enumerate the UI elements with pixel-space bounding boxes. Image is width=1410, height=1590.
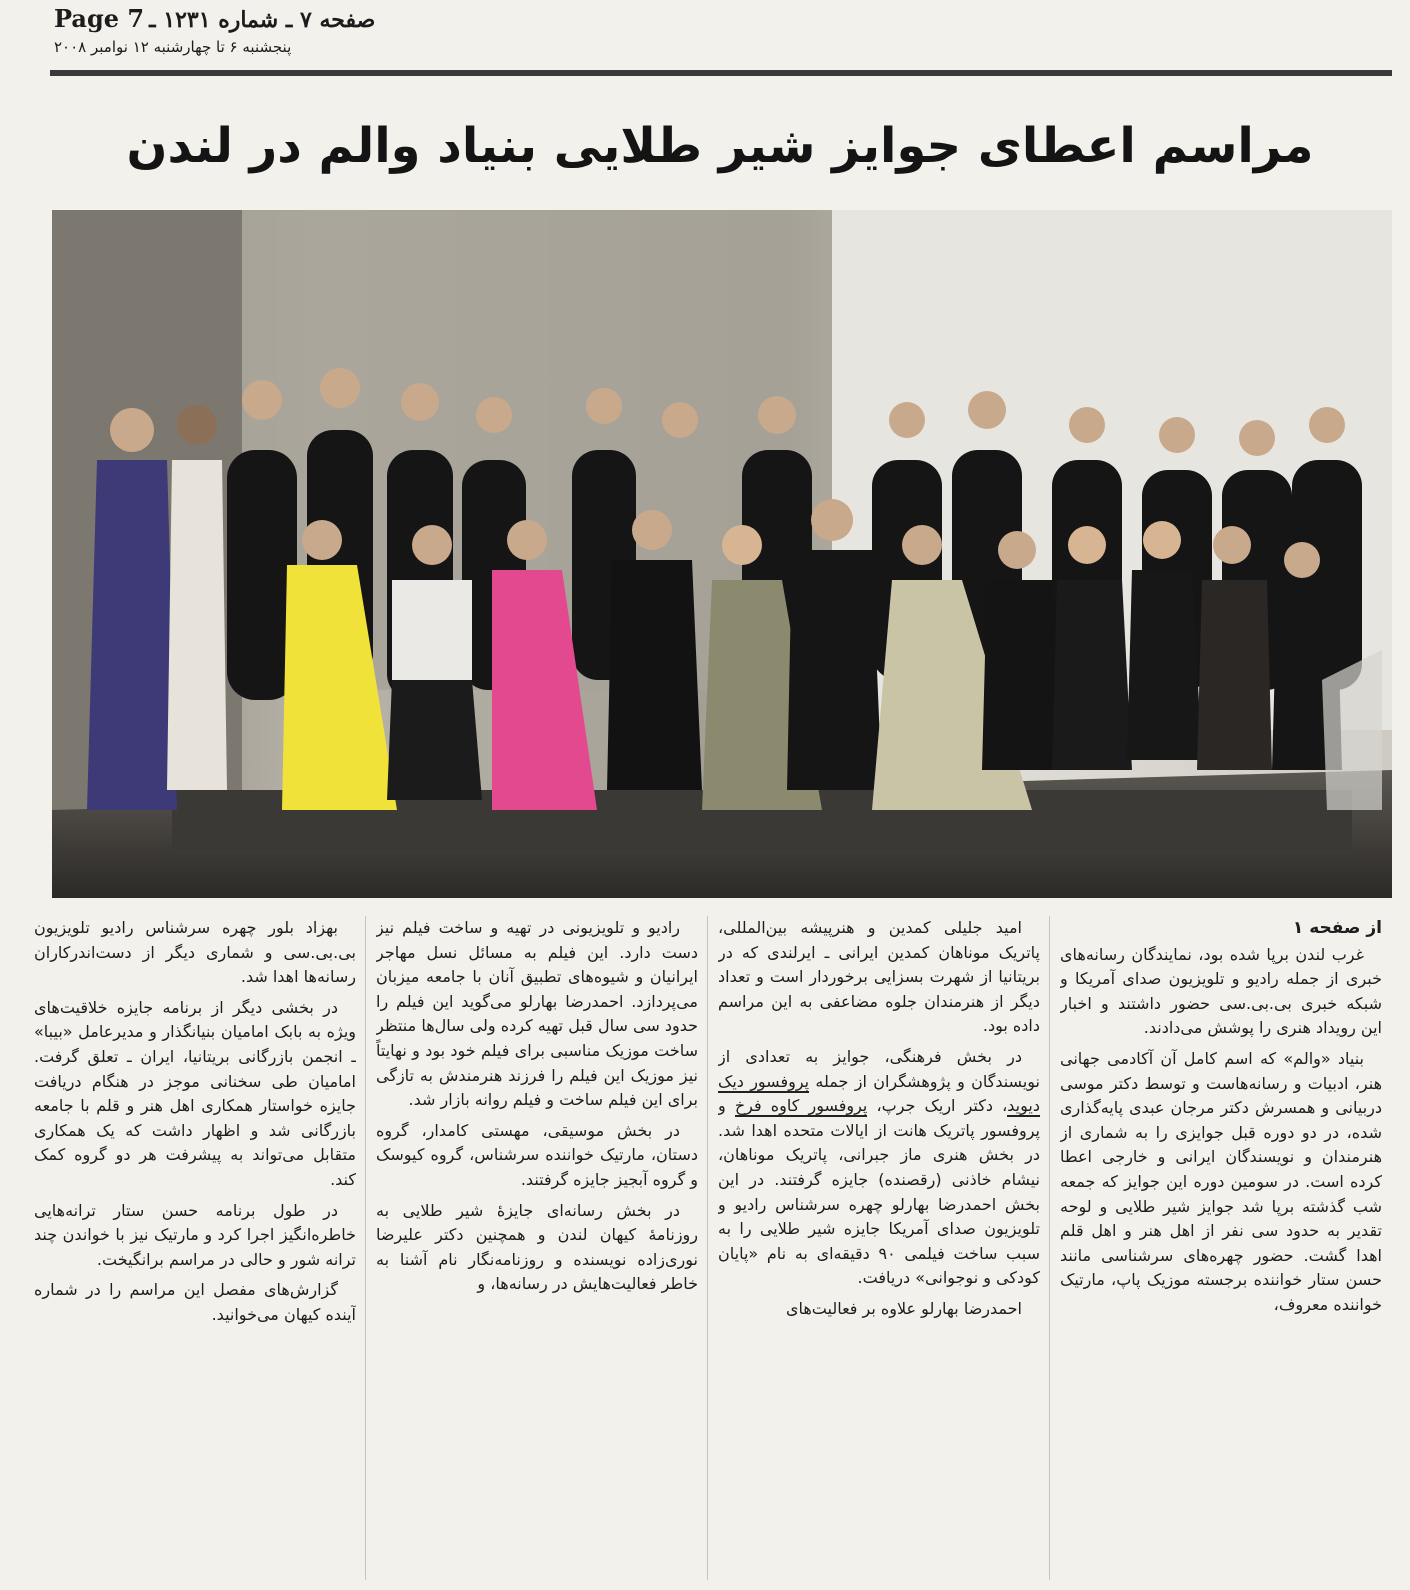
article-column-1	[1060, 916, 1382, 1580]
issue-label: صفحه ۷ ـ شماره ۱۲۳۱ ـ	[149, 7, 376, 33]
text-run: و پروفسور پاتریک هانت از ایالات متحده اهدا شد. در بخش هنری ماز جبرانی، پاتریک موناهان، نیشام خاذنی (رقصنده) جایزه گرفتند. در این بخش احمدرضا بهارلو چهره سرشناس رادیو و تلویزیون صدای آمریکا جایزه شیر طلایی را به سبب ساخت فیلمی ۹۰ دقیقه‌ای به نام «پایان کودکی و نوجوانی» دریافت.	[718, 1096, 1040, 1288]
paragraph: بهزاد بلور چهره سرشناس رادیو تلویزیون بی.بی.سی و شماری دیگر از دست‌اندرکاران رسانه‌ها اهدا شد.	[34, 918, 356, 987]
column-divider	[707, 916, 708, 1580]
paragraph: رادیو و تلویزیونی در تهیه و ساخت فیلم نیز دست دارد. این فیلم به مسائل نسل مهاجر ایرانیان و شیوه‌های تطبیق آنان با جامعه میزبان می‌پردازد. احمدرضا بهارلو می‌گوید این فیلم را حدود سی سال قبل تهیه کرده ولی سال‌ها منتظر ساخت موزیک مناسبی برای فیلم خود بود و نهایتاً نیز موزیک این فیلم را فرزند هنرمندش به تازگی برای این فیلم ساخت و فیلم روانه بازار شد.	[376, 918, 698, 1110]
paragraph: بنیاد «والم» که اسم کامل آن آکادمی جهانی هنر، ادبیات و رسانه‌هاست و توسط دکتر موسی دربیانی و همسرش دکتر مرجان عبدی پایه‌گذاری شده، در دو دوره قبل جوایزی را به شماری از هنرمندان و نویسندگان ایرانی و خارجی اعطا کرده است. در سومین دوره این جوایز که جمعه شب گذشته برپا شد جوایز شیر طلایی و لوحه تقدیر به حدود سی نفر از اهل هنر و اهل قلم اهدا گشت. حضور چهره‌های سرشناسی مانند حسن ستار خواننده برجسته موزیک پاپ، مارتیک خواننده معروف،	[1060, 1048, 1382, 1314]
article-body	[36, 916, 1392, 1580]
issue-date: پنجشنبه ۶ تا چهارشنبه ۱۲ نوامبر ۲۰۰۸	[54, 38, 292, 56]
paragraph: در بخش رسانه‌ای جایزهٔ شیر طلایی به روزنامهٔ کیهان لندن و همچنین دکتر علیرضا نوری‌زاده نویسنده و روزنامه‌نگار نام آشنا به خاطر فعالیت‌هایش در رسانه‌ها، و	[376, 1200, 698, 1294]
group-photo-illustration	[52, 210, 1392, 898]
header-rule	[50, 70, 1392, 76]
article-photo	[52, 210, 1392, 898]
paragraph: در بخشی دیگر از برنامه جایزه خلاقیت‌های ویژه به بابک امامیان بنیانگذار و مدیرعامل «بیبا» ـ انجمن بازرگانی بریتانیا، ایران ـ تعلق گرفت. امامیان طی سخنانی موجز در هنگام دریافت جایزه خواستار همکاری اهل هنر و قلم با جامعه بازرگانی شد و اظهار داشت که یک همکاری متقابل می‌تواند به پیشرفت هر دو گروه کمک کند.	[34, 997, 356, 1189]
page-header	[50, 0, 1390, 78]
column-divider	[1049, 916, 1050, 1580]
paragraph: در طول برنامه حسن ستار ترانه‌هایی خاطره‌انگیز اجرا کرد و مارتیک نیز با خواندن چند ترانه شور و حالی در مراسم برانگیخت.	[34, 1200, 356, 1269]
paragraph: غرب لندن برپا شده بود، نمایندگان رسانه‌های خبری از جمله رادیو و تلویزیون صدای آمریکا و شبکه خبری بی.بی.سی حضور داشتند و اخبار این رویداد هنری را پوشش می‌دادند.	[1060, 944, 1382, 1038]
text-run: در بخش فرهنگی، جوایز به تعدادی از نویسندگان و پژوهشگران از جمله	[718, 1046, 1040, 1091]
underlined-name: پروفسور دیک دیوید	[718, 1071, 1040, 1116]
article-column-3	[376, 916, 698, 1580]
paragraph: در بخش موسیقی، مهستی کامدار، گروه دستان، مارتیک خواننده سرشناس، گروه کیوسک و گروه آبجیز جایزه گرفتند.	[376, 1120, 698, 1189]
paragraph-with-names	[718, 1045, 1040, 1291]
article-column-4	[34, 916, 356, 1580]
article-title: مراسم اعطای جوایز شیر طلایی بنیاد والم در لندن	[126, 118, 1314, 174]
paragraph: احمدرضا بهارلو علاوه بر فعالیت‌های	[785, 1298, 1022, 1318]
article-column-2	[718, 916, 1040, 1580]
text-run: ، دکتر اریک جرپ،	[876, 1096, 1008, 1116]
continued-from-label: از صفحه ۱	[1292, 918, 1382, 938]
page-label: Page 7	[54, 4, 145, 33]
page-number-line	[54, 4, 375, 33]
column-divider	[365, 916, 366, 1580]
paragraph: گزارش‌های مفصل این مراسم را در شماره آینده کیهان می‌خوانید.	[34, 1280, 356, 1324]
underlined-name: پروفسور کاوه فرخ	[734, 1096, 868, 1116]
paragraph: امید جلیلی کمدین و هنرپیشه بین‌المللی، پاتریک موناهان کمدین ایرانی ـ ایرلندی که در بریتانیا از شهرت بسزایی برخوردار است و تعداد دیگر از هنرمندان جلوه مضاعفی به این مراسم داده بود.	[718, 918, 1040, 1036]
